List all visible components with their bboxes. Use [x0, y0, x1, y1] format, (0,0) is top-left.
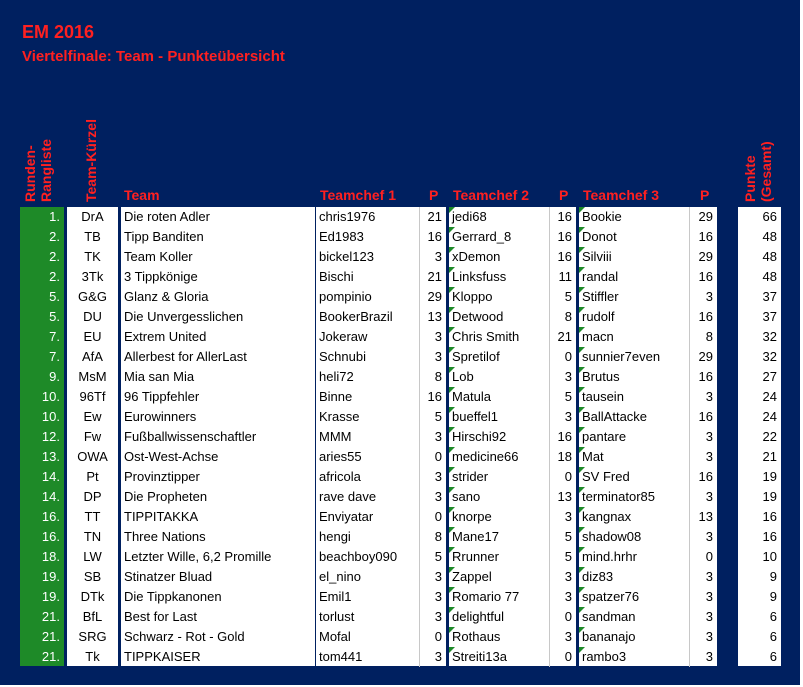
total-points-cell: 21	[762, 449, 777, 464]
team-name-cell: Schwarz - Rot - Gold	[124, 629, 245, 644]
abbr-cell: DU	[83, 309, 102, 324]
chef2-cell: sano	[449, 487, 550, 507]
team-name-cell: Mia san Mia	[124, 369, 195, 384]
chef2-cell: knorpe	[449, 507, 550, 527]
chef1-cell: pompinio	[316, 287, 420, 307]
chef3-cell: Mat	[579, 447, 690, 467]
team-name-cell: TIPPKAISER	[124, 649, 201, 664]
team-name-cell: Die Unvergesslichen	[124, 309, 244, 324]
chef1-points-cell: 0	[434, 509, 442, 524]
total-points-cell: 16	[762, 509, 777, 524]
rank-cell: 16.	[41, 509, 60, 524]
team-name-cell: Allerbest for AllerLast	[124, 349, 247, 364]
chef3-cell: shadow08	[579, 527, 690, 547]
chef1-cell: el_nino	[316, 567, 420, 587]
chef3-cell: macn	[579, 327, 690, 347]
chef1-points-cell: 21	[427, 209, 442, 224]
chef2-points-cell: 11	[558, 269, 572, 284]
rank-cell: 10.	[41, 389, 60, 404]
chef3-cell: tausein	[579, 387, 690, 407]
chef3-cell: pantare	[579, 427, 690, 447]
rank-cell: 19.	[41, 589, 60, 604]
chef3-points-cell: 3	[705, 629, 713, 644]
page-title: EM 2016	[22, 22, 95, 42]
total-points-cell: 37	[762, 289, 777, 304]
header-p1: P	[429, 187, 439, 203]
chef1-points-cell: 3	[434, 349, 442, 364]
abbr-cell: TK	[84, 249, 101, 264]
team-name-cell: Fußballwissenschaftler	[124, 429, 257, 444]
chef1-cell: hengi	[316, 527, 420, 547]
total-points-cell: 24	[762, 409, 777, 424]
chef1-cell: Mofal	[316, 627, 420, 647]
chef3-cell: sandman	[579, 607, 690, 627]
chef2-points-cell: 3	[564, 409, 572, 424]
chef1-cell: MMM	[316, 427, 420, 447]
chef3-points-cell: 3	[705, 529, 713, 544]
chef1-cell: beachboy090	[316, 547, 420, 567]
header-p3: P	[700, 187, 710, 203]
abbr-cell: OWA	[77, 449, 108, 464]
abbr-cell: DrA	[81, 209, 104, 224]
chef1-points-cell: 0	[434, 449, 442, 464]
chef3-cell: terminator85	[579, 487, 690, 507]
chef2-cell: Rrunner	[449, 547, 550, 567]
rank-cell: 1.	[49, 209, 60, 224]
chef3-points-cell: 3	[705, 649, 713, 664]
chef1-points-cell: 3	[434, 249, 442, 264]
chef3-cell: SV Fred	[579, 467, 690, 487]
chef1-points-cell: 16	[427, 389, 442, 404]
chef2-points-cell: 16	[557, 249, 572, 264]
abbr-cell: EU	[83, 329, 102, 344]
abbr-cell: Pt	[86, 469, 99, 484]
chef1-cell: rave dave	[316, 487, 420, 507]
chef2-points-cell: 3	[564, 509, 572, 524]
rank-cell: 7.	[49, 329, 60, 344]
rank-cell: 7.	[49, 349, 60, 364]
chef2-cell: Matula	[449, 387, 550, 407]
rank-cell: 18.	[41, 549, 60, 564]
chef1-points-cell: 3	[434, 609, 442, 624]
chef1-cell: Emil1	[316, 587, 420, 607]
chef2-cell: Linksfuss	[449, 267, 550, 287]
chef2-points-cell: 5	[564, 289, 572, 304]
team-name-cell: Tipp Banditen	[124, 229, 204, 244]
chef3-points-cell: 16	[698, 309, 713, 324]
abbr-cell: G&G	[78, 289, 107, 304]
chef1-cell: bickel123	[316, 247, 420, 267]
chef3-cell: Silviii	[579, 247, 690, 267]
abbr-cell: BfL	[82, 609, 103, 624]
rank-cell: 9.	[49, 369, 60, 384]
rank-cell: 10.	[41, 409, 60, 424]
chef2-cell: Streiti13a	[449, 647, 550, 667]
chef3-points-cell: 3	[705, 609, 713, 624]
rank-cell: 19.	[41, 569, 60, 584]
chef1-points-cell: 3	[434, 569, 442, 584]
chef3-points-cell: 29	[698, 349, 713, 364]
abbr-cell: Ew	[83, 409, 102, 424]
rank-cell: 14.	[41, 469, 60, 484]
abbr-cell: TN	[83, 529, 102, 544]
chef1-points-cell: 29	[427, 289, 442, 304]
chef2-points-cell: 16	[557, 229, 572, 244]
total-points-cell: 37	[762, 309, 777, 324]
rank-cell: 21.	[41, 649, 60, 664]
chef1-points-cell: 3	[434, 589, 442, 604]
rank-cell: 13.	[41, 449, 60, 464]
team-name-cell: Three Nations	[124, 529, 206, 544]
total-points-cell: 19	[762, 469, 777, 484]
chef1-cell: torlust	[316, 607, 420, 627]
abbr-cell: DTk	[80, 589, 105, 604]
rank-cell: 5.	[49, 309, 60, 324]
chef3-points-cell: 16	[698, 229, 713, 244]
rank-cell: 14.	[41, 489, 60, 504]
abbr-cell: 96Tf	[79, 389, 106, 404]
team-name-cell: 3 Tippkönige	[124, 269, 198, 284]
chef2-points-cell: 5	[564, 549, 572, 564]
chef2-cell: Detwood	[449, 307, 550, 327]
chef3-cell: rambo3	[579, 647, 690, 667]
chef2-cell: medicine66	[449, 447, 550, 467]
chef3-points-cell: 13	[698, 509, 713, 524]
rank-cell: 16.	[41, 529, 60, 544]
chef1-points-cell: 3	[434, 329, 442, 344]
team-name-cell: Best for Last	[124, 609, 197, 624]
abbr-cell: 3Tk	[81, 269, 104, 284]
abbr-cell: TT	[84, 509, 101, 524]
header-rank: Runden- Rangliste	[22, 138, 54, 202]
abbr-cell: Fw	[83, 429, 102, 444]
abbr-cell: SB	[83, 569, 102, 584]
team-name-cell: Die Tippkanonen	[124, 589, 222, 604]
chef3-cell: Donot	[579, 227, 690, 247]
rank-cell: 21.	[41, 629, 60, 644]
chef2-points-cell: 3	[564, 569, 572, 584]
chef2-points-cell: 16	[557, 429, 572, 444]
chef1-cell: tom441	[316, 647, 420, 667]
chef2-cell: Zappel	[449, 567, 550, 587]
total-points-cell: 6	[769, 649, 777, 664]
total-points-cell: 10	[762, 549, 777, 564]
chef3-points-cell: 3	[705, 449, 713, 464]
chef1-points-cell: 3	[434, 429, 442, 444]
chef2-cell: Rothaus	[449, 627, 550, 647]
chef2-points-cell: 21	[557, 329, 572, 344]
total-points-cell: 9	[769, 589, 777, 604]
chef3-points-cell: 16	[698, 369, 713, 384]
total-points-cell: 9	[769, 569, 777, 584]
team-name-cell: TIPPITAKKA	[124, 509, 199, 524]
chef1-cell: Bischi	[316, 267, 420, 287]
abbr-cell: LW	[83, 549, 102, 564]
total-points-cell: 19	[762, 489, 777, 504]
team-name-cell: Letzter Wille, 6,2 Promille	[124, 549, 272, 564]
team-name-cell: Provinztipper	[124, 469, 200, 484]
team-name-cell: Stinatzer Bluad	[124, 569, 213, 584]
chef2-cell: xDemon	[449, 247, 550, 267]
chef2-points-cell: 8	[564, 309, 572, 324]
chef3-points-cell: 0	[705, 549, 713, 564]
chef2-points-cell: 0	[564, 609, 572, 624]
chef1-points-cell: 3	[434, 489, 442, 504]
chef1-points-cell: 8	[434, 369, 442, 384]
rank-cell: 12.	[41, 429, 60, 444]
chef3-cell: sunnier7even	[579, 347, 690, 367]
team-name-cell: Die Propheten	[124, 489, 208, 504]
chef3-points-cell: 16	[698, 409, 713, 424]
chef3-points-cell: 3	[705, 589, 713, 604]
chef1-cell: africola	[316, 467, 420, 487]
abbr-cell: Tk	[85, 649, 100, 664]
chef3-cell: rudolf	[579, 307, 690, 327]
chef3-cell: mind.hrhr	[579, 547, 690, 567]
chef1-points-cell: 16	[427, 229, 442, 244]
chef2-points-cell: 16	[557, 209, 572, 224]
chef1-cell: Schnubi	[316, 347, 420, 367]
chef2-cell: Romario 77	[449, 587, 550, 607]
total-points-cell: 48	[762, 229, 777, 244]
total-points-cell: 32	[762, 329, 777, 344]
abbr-cell: AfA	[82, 349, 103, 364]
chef1-points-cell: 0	[434, 629, 442, 644]
chef1-points-cell: 13	[427, 309, 442, 324]
chef2-cell: Mane17	[449, 527, 550, 547]
chef2-points-cell: 3	[564, 629, 572, 644]
team-name-cell: Extrem United	[124, 329, 207, 344]
chef3-points-cell: 3	[705, 569, 713, 584]
chef2-cell: delightful	[449, 607, 550, 627]
rank-cell: 5.	[49, 289, 60, 304]
chef2-cell: Chris Smith	[449, 327, 550, 347]
chef1-cell: Jokeraw	[316, 327, 420, 347]
total-points-cell: 24	[762, 389, 777, 404]
total-points-cell: 16	[762, 529, 777, 544]
chef3-points-cell: 16	[698, 269, 713, 284]
total-points-cell: 48	[762, 269, 777, 284]
chef1-points-cell: 5	[434, 549, 442, 564]
chef2-cell: strider	[449, 467, 550, 487]
header-chef2: Teamchef 2	[453, 187, 529, 203]
header-team: Team	[124, 187, 160, 203]
abbr-cell: SRG	[78, 629, 107, 644]
chef2-points-cell: 5	[564, 389, 572, 404]
chef1-cell: chris1976	[316, 207, 420, 227]
team-name-cell: 96 Tippfehler	[124, 389, 200, 404]
chef3-cell: diz83	[579, 567, 690, 587]
chef2-points-cell: 13	[557, 489, 572, 504]
total-points-cell: 22	[762, 429, 777, 444]
chef2-cell: bueffel1	[449, 407, 550, 427]
header-p2: P	[559, 187, 569, 203]
total-points-cell: 66	[762, 209, 777, 224]
abbr-cell: DP	[83, 489, 102, 504]
header-chef3: Teamchef 3	[583, 187, 659, 203]
chef2-cell: Gerrard_8	[449, 227, 550, 247]
total-points-cell: 6	[769, 629, 777, 644]
total-points-cell: 27	[762, 369, 777, 384]
chef3-cell: kangnax	[579, 507, 690, 527]
header-chef1: Teamchef 1	[320, 187, 396, 203]
chef2-points-cell: 0	[564, 469, 572, 484]
chef1-points-cell: 3	[434, 469, 442, 484]
team-name-cell: Ost-West-Achse	[124, 449, 219, 464]
abbr-cell: MsM	[78, 369, 107, 384]
chef2-cell: Hirschi92	[449, 427, 550, 447]
chef3-points-cell: 16	[698, 469, 713, 484]
chef1-cell: aries55	[316, 447, 420, 467]
chef1-points-cell: 8	[434, 529, 442, 544]
chef1-cell: Enviyatar	[316, 507, 420, 527]
header-abbr: Team-Kürzel	[83, 119, 99, 202]
team-name-cell: Eurowinners	[124, 409, 197, 424]
chef1-points-cell: 3	[434, 649, 442, 664]
rank-cell: 2.	[49, 229, 60, 244]
chef3-cell: BallAttacke	[579, 407, 690, 427]
chef2-points-cell: 3	[564, 369, 572, 384]
chef2-cell: Lob	[449, 367, 550, 387]
total-points-cell: 32	[762, 349, 777, 364]
team-name-cell: Team Koller	[124, 249, 193, 264]
chef2-points-cell: 0	[564, 349, 572, 364]
chef2-cell: jedi68	[449, 207, 550, 227]
chef2-cell: Spretilof	[449, 347, 550, 367]
chef3-cell: bananajo	[579, 627, 690, 647]
chef1-cell: Ed1983	[316, 227, 420, 247]
chef3-points-cell: 29	[698, 209, 713, 224]
chef1-cell: Krasse	[316, 407, 420, 427]
chef2-points-cell: 0	[564, 649, 572, 664]
chef2-points-cell: 18	[557, 449, 572, 464]
chef3-points-cell: 3	[705, 429, 713, 444]
header-total: Punkte (Gesamt)	[742, 141, 774, 202]
chef1-points-cell: 21	[427, 269, 442, 284]
chef1-points-cell: 5	[434, 409, 442, 424]
chef3-points-cell: 3	[705, 289, 713, 304]
chef1-cell: Binne	[316, 387, 420, 407]
rank-cell: 2.	[49, 249, 60, 264]
chef2-points-cell: 3	[564, 589, 572, 604]
chef3-points-cell: 3	[705, 489, 713, 504]
chef3-points-cell: 29	[698, 249, 713, 264]
team-name-cell: Glanz & Gloria	[124, 289, 209, 304]
chef3-cell: Stiffler	[579, 287, 690, 307]
chef2-points-cell: 5	[564, 529, 572, 544]
team-name-cell: Die roten Adler	[124, 209, 210, 224]
chef3-points-cell: 3	[705, 389, 713, 404]
page-subtitle: Viertelfinale: Team - Punkteübersicht	[22, 48, 285, 65]
chef1-cell: BookerBrazil	[316, 307, 420, 327]
chef3-cell: Brutus	[579, 367, 690, 387]
chef3-points-cell: 8	[705, 329, 713, 344]
total-points-cell: 6	[769, 609, 777, 624]
chef3-cell: randal	[579, 267, 690, 287]
chef3-cell: Bookie	[579, 207, 690, 227]
rank-cell: 21.	[41, 609, 60, 624]
chef2-cell: Kloppo	[449, 287, 550, 307]
rank-cell: 2.	[49, 269, 60, 284]
total-points-cell: 48	[762, 249, 777, 264]
chef3-cell: spatzer76	[579, 587, 690, 607]
chef1-cell: heli72	[316, 367, 420, 387]
abbr-cell: TB	[84, 229, 101, 244]
